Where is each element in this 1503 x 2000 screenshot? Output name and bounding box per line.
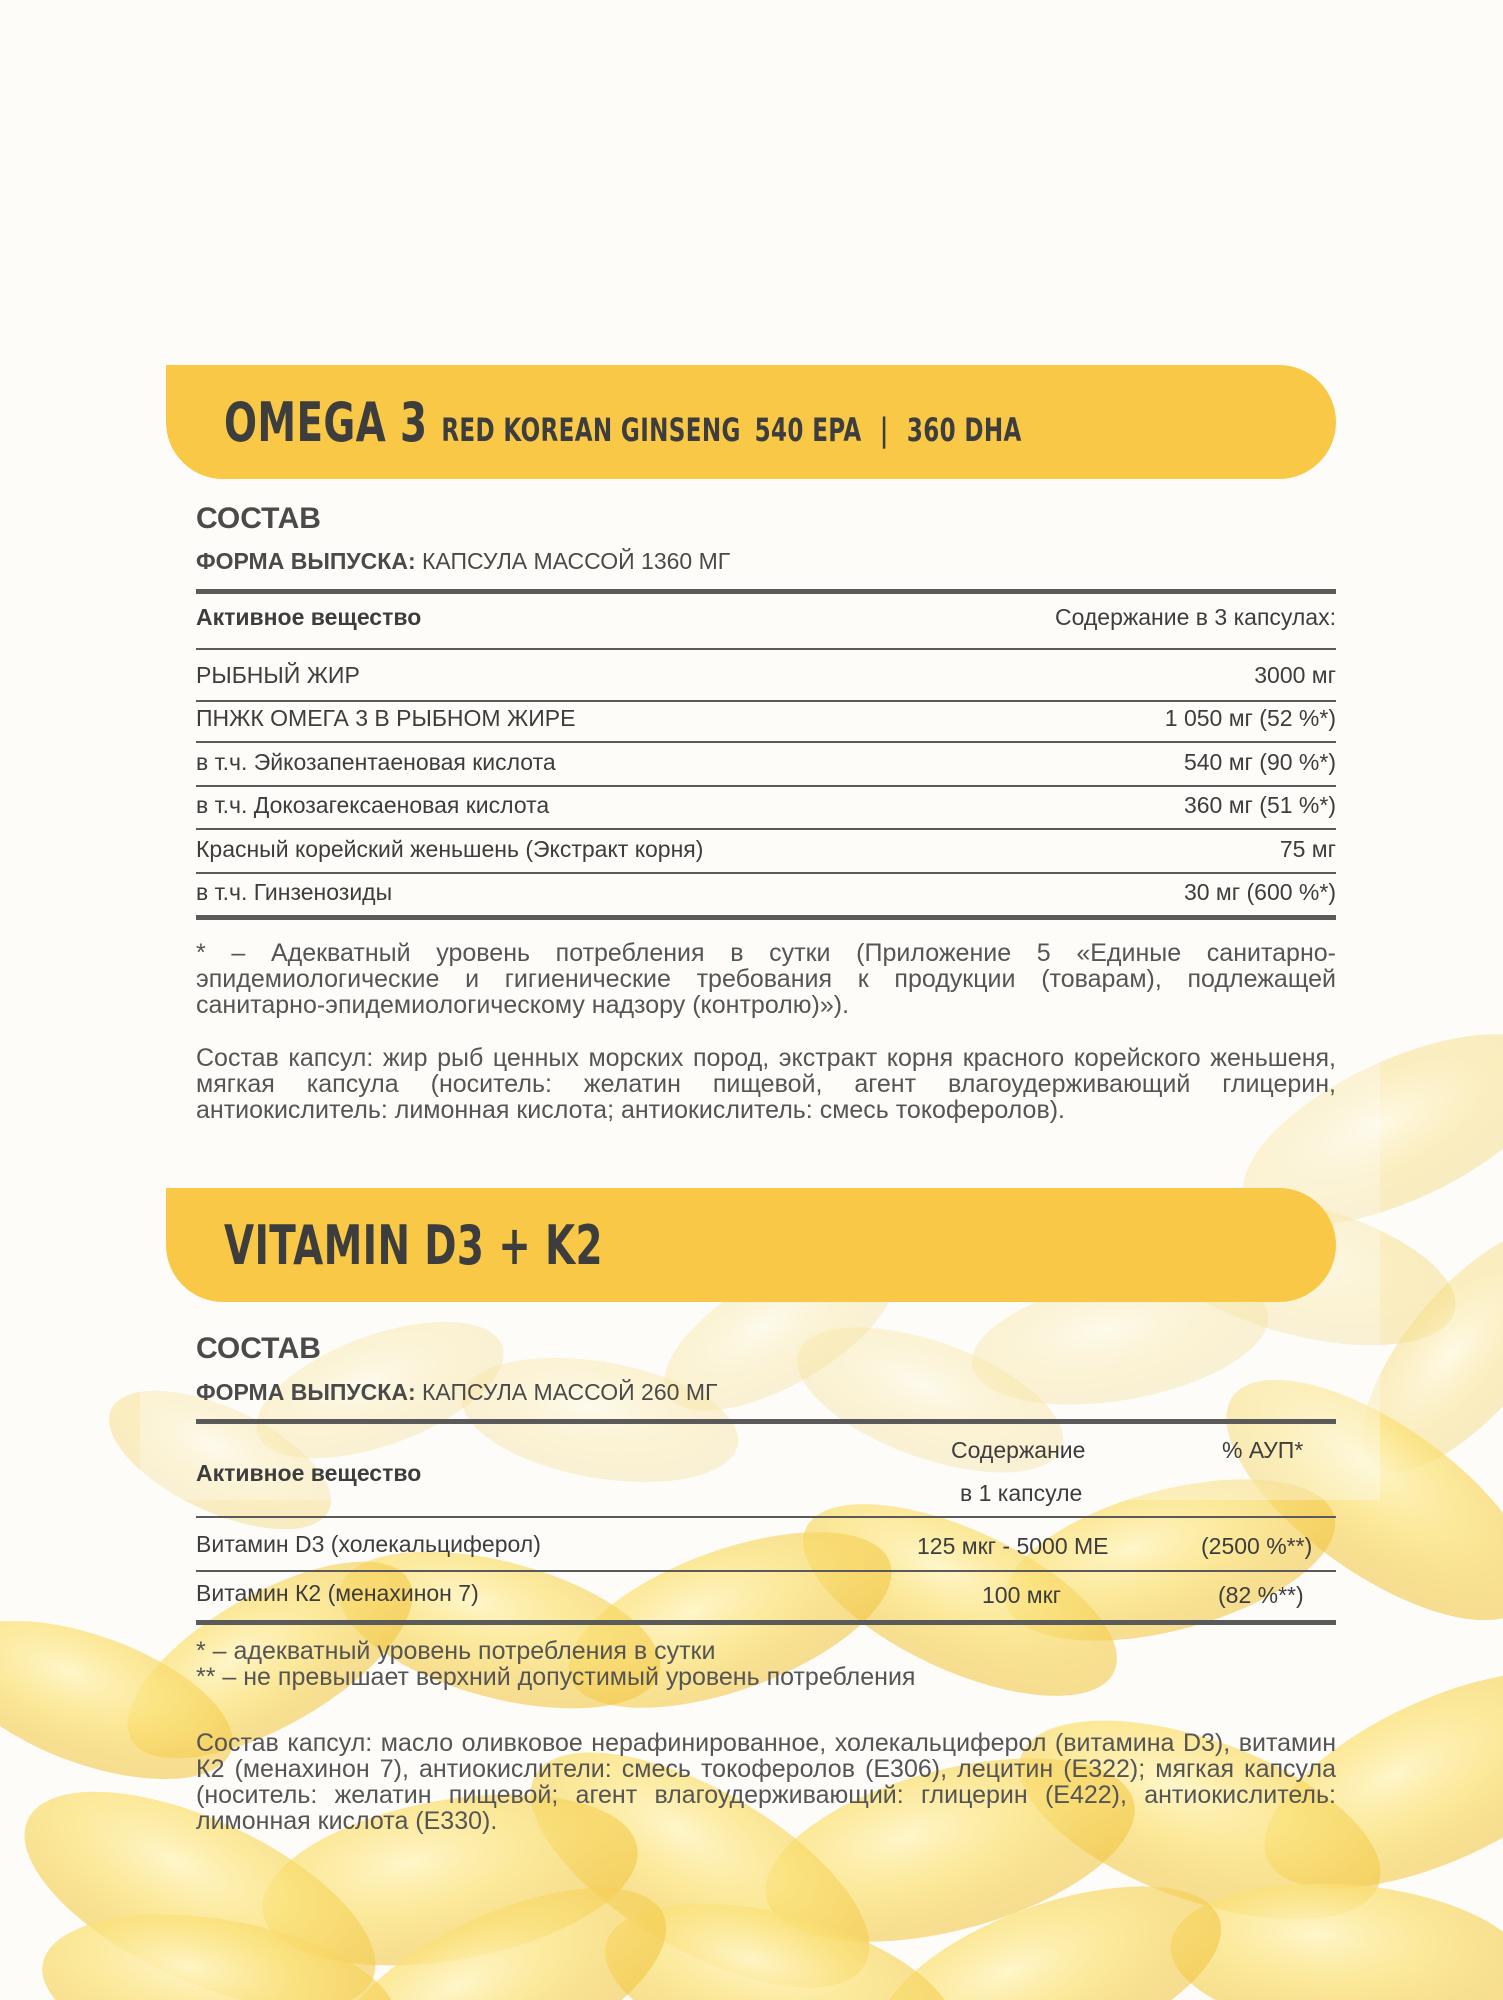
row-name: Красный корейский женьшень (Экстракт корня) [196, 836, 704, 862]
vitamin-header-aup: % АУП* [1222, 1437, 1304, 1463]
omega-title-sub: RED KOREAN GINSENG [441, 410, 741, 449]
row-value: 30 мг (600 %*) [1183, 879, 1336, 905]
vitamin-form-line [196, 1379, 717, 1406]
omega-form-value: КАПСУЛА МАССОЙ 1360 МГ [422, 548, 731, 574]
vitamin-table-bottom-rule [196, 1620, 1336, 1625]
omega-form-label: ФОРМА ВЫПУСКА: [196, 548, 416, 574]
row-divider [196, 785, 1336, 787]
row-name: в т.ч. Гинзенозиды [196, 879, 393, 905]
row-name: ПНЖК ОМЕГА 3 В РЫБНОМ ЖИРЕ [196, 705, 576, 731]
omega-header-content: Содержание в 3 капсулах: [1054, 604, 1336, 630]
omega-separator: | [879, 410, 889, 449]
row-name: в т.ч. Докозагексаеновая кислота [196, 792, 550, 818]
omega-composition [196, 1045, 1336, 1123]
row-divider [196, 828, 1336, 830]
row-name: РЫБНЫЙ ЖИР [196, 662, 360, 688]
row-divider [196, 700, 1336, 702]
row-divider [196, 741, 1336, 743]
vitamin-row-name: Витамин D3 (холекальциферол) [196, 1531, 541, 1557]
vitamin-table-header-rule [196, 1516, 1336, 1518]
omega-footnote-text: * – Адекватный уровень потребления в сутки (Приложение 5 «Единые санитарно-эпидемиологические и гигиенические требования к продукции (товарам), подлежащей санитарно-эпидемиологическому надзору (контролю)»). [196, 939, 1336, 1019]
omega-banner [166, 365, 1336, 479]
vitamin-row-name: Витамин К2 (менахинон 7) [196, 1580, 479, 1606]
row-value: 3000 мг [1254, 662, 1336, 688]
omega-table-bottom-rule [196, 915, 1336, 920]
vitamin-table-top-rule [196, 1419, 1336, 1424]
row-divider [196, 1570, 1336, 1572]
vitamin-footnote-2: ** – не превышает верхний допустимый уровень потребления [196, 1663, 916, 1691]
vitamin-sostav-heading: СОСТАВ [196, 1332, 321, 1365]
omega-footnote [196, 940, 1336, 1018]
vitamin-row-aup: (2500 %**) [1201, 1533, 1313, 1559]
omega-table-top-rule [196, 589, 1336, 594]
vitamin-composition [196, 1730, 1336, 1834]
vitamin-footnote-1: * – адекватный уровень потребления в сутки [196, 1637, 716, 1665]
row-value: 540 мг (90 %*) [1183, 749, 1336, 775]
vitamin-form-value: КАПСУЛА МАССОЙ 260 МГ [422, 1379, 718, 1405]
vitamin-form-label: ФОРМА ВЫПУСКА: [196, 1379, 416, 1405]
omega-form-line [196, 548, 730, 575]
vitamin-header-content-2: в 1 капсуле [960, 1480, 1083, 1506]
row-divider [196, 872, 1336, 874]
row-value: 360 мг (51 %*) [1183, 792, 1336, 818]
row-value: 75 мг [1279, 836, 1336, 862]
vitamin-composition-text: Состав капсул: масло оливковое нерафинированное, холекальциферол (витамина D3), витамин К2 (менахинон 7), антиокислители: смесь токоферолов (Е306), лецитин (Е322); мягкая капсула (носитель: желатин пищевой; агент влагоудерживающий: глицерин (Е422), антиокислитель: лимонная кислота (Е330). [196, 1729, 1336, 1835]
omega-composition-text: Состав капсул: жир рыб ценных морских пород, экстракт корня красного корейского женьшеня, мягкая капсула (носитель: желатин пищевой, агент влагоудерживающий глицерин, антиокислитель: лимонная кислота; антиокислитель: смесь токоферолов). [196, 1044, 1336, 1124]
row-name: в т.ч. Эйкозапентаеновая кислота [196, 749, 556, 775]
vitamin-title: VITAMIN D3 + K2 [224, 1213, 603, 1277]
row-value: 1 050 мг (52 %*) [1164, 705, 1336, 731]
omega-title-main: OMEGA 3 [224, 390, 428, 454]
vitamin-banner [166, 1188, 1336, 1302]
omega-table-header-rule [196, 648, 1336, 650]
omega-title [224, 391, 1022, 454]
vitamin-header-substance: Активное вещество [196, 1460, 422, 1486]
vitamin-header-content-1: Содержание [951, 1437, 1086, 1463]
vitamin-row-aup: (82 %**) [1218, 1582, 1304, 1608]
omega-header-substance: Активное вещество [196, 604, 422, 630]
omega-dha: 360 DHA [906, 410, 1022, 449]
vitamin-footnotes [196, 1638, 1336, 1690]
vitamin-row-value: 125 мкг - 5000 МЕ [917, 1533, 1109, 1559]
vitamin-row-value: 100 мкг [982, 1582, 1062, 1608]
omega-sostav-heading: СОСТАВ [196, 502, 321, 535]
omega-epa: 540 EPA [754, 410, 862, 449]
